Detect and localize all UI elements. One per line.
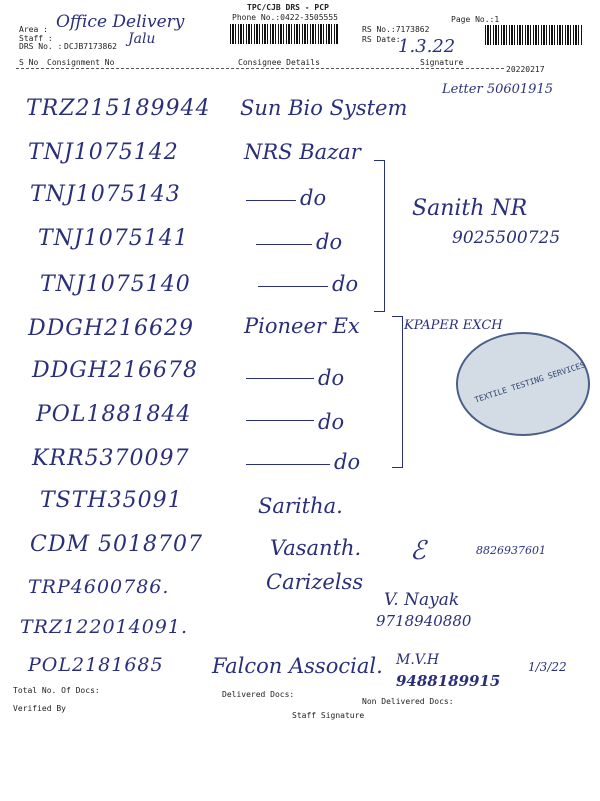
consignment-number: TNJ1075141	[38, 226, 189, 251]
group-bracket	[374, 160, 385, 312]
rs-date-handwritten: 1.3.22	[398, 36, 456, 57]
total-docs-label: Total No. Of Docs:	[13, 686, 100, 695]
ditto-stroke	[246, 200, 296, 201]
consignee-name: NRS Bazar	[244, 140, 361, 164]
consignee-name: Sun Bio System	[240, 96, 408, 120]
signature-kpaper: KPAPER EXCH	[404, 318, 503, 333]
col-consignment: Consignment No	[47, 58, 115, 67]
col-signature: Signature	[420, 58, 464, 67]
verified-by-label: Verified By	[13, 704, 66, 713]
sanith-phone: 9025500725	[452, 228, 561, 248]
barcode-drs	[230, 24, 338, 44]
staff-label: Staff :	[19, 34, 53, 43]
consignment-number: POL1881844	[36, 402, 192, 427]
header-rule	[16, 68, 504, 70]
stamp-text: TEXTILE TESTING SERVICES	[473, 360, 587, 405]
area-value-handwritten: Office Delivery	[56, 12, 185, 32]
consignment-number: TNJ1075143	[30, 182, 181, 207]
drs-value: DCJB7173862	[64, 42, 117, 51]
consignment-number: DDGH216678	[32, 358, 199, 383]
v-nayak-phone: 9718940880	[376, 612, 472, 630]
group-bracket	[392, 316, 403, 468]
mvh-phone: 9488189915	[396, 672, 501, 690]
consignment-number: POL2181685	[28, 654, 164, 676]
consignment-number: DDGH216629	[28, 316, 195, 341]
consignment-number: TNJ1075140	[40, 272, 191, 297]
ditto-stroke	[246, 464, 330, 465]
rs-date-label: RS Date:	[362, 35, 401, 44]
col-consignee: Consignee Details	[238, 58, 320, 67]
signature-v-nayak: V. Nayak	[384, 590, 460, 610]
consignment-number: TRZ215189944	[26, 96, 211, 121]
staff-signature-label: Staff Signature	[292, 711, 365, 720]
consignment-number: CDM 5018707	[30, 532, 203, 557]
consignee-name: Vasanth.	[270, 536, 362, 560]
consignee-name: Carizelss	[266, 570, 364, 594]
rs-number: RS No.:7173862	[362, 25, 430, 34]
consignee-name: do	[318, 410, 345, 434]
consignment-number: TNJ1075142	[28, 140, 179, 165]
ditto-stroke	[246, 420, 314, 421]
page-number: Page No.:1	[451, 15, 500, 24]
col-sno: S No	[19, 58, 39, 67]
mvh-date: 1/3/22	[528, 660, 567, 674]
drs-label: DRS No. :	[19, 42, 63, 51]
company-stamp	[456, 332, 590, 436]
ditto-stroke	[246, 378, 314, 379]
consignee-name: do	[300, 186, 327, 210]
consignee-name: do	[318, 366, 345, 390]
area-label: Area :	[19, 25, 48, 34]
ditto-stroke	[258, 286, 328, 287]
non-delivered-docs-label: Non Delivered Docs:	[362, 697, 454, 706]
page-title: TPC/CJB DRS - PCP	[247, 3, 329, 12]
phone-number: Phone No.:0422-3505555	[232, 13, 338, 22]
consignee-name: do	[334, 450, 361, 474]
consignee-name: Falcon Associal.	[212, 654, 383, 678]
delivered-docs-label: Delivered Docs:	[222, 690, 295, 699]
signature-mvh: M.V.H	[396, 652, 440, 668]
letter-note: Letter 50601915	[442, 82, 553, 97]
consignment-number: TSTH35091	[40, 488, 183, 513]
barcode-page	[485, 25, 583, 45]
consignee-name: Pioneer Ex	[244, 314, 360, 338]
consignee-name: do	[332, 272, 359, 296]
consignment-number: TRP4600786.	[28, 576, 170, 598]
ditto-stroke	[256, 244, 312, 245]
phone-mobile: 8826937601	[476, 544, 546, 557]
consignment-number: KRR5370097	[32, 446, 190, 471]
signature-sanith: Sanith NR	[412, 196, 528, 221]
staff-value-handwritten: Jalu	[128, 31, 156, 47]
consignee-name: Saritha.	[258, 494, 343, 518]
consignment-number: TRZ122014091.	[20, 616, 189, 638]
date-code: 20220217	[506, 65, 545, 74]
consignee-name: do	[316, 230, 343, 254]
signature-mark: ℰ	[410, 536, 426, 566]
